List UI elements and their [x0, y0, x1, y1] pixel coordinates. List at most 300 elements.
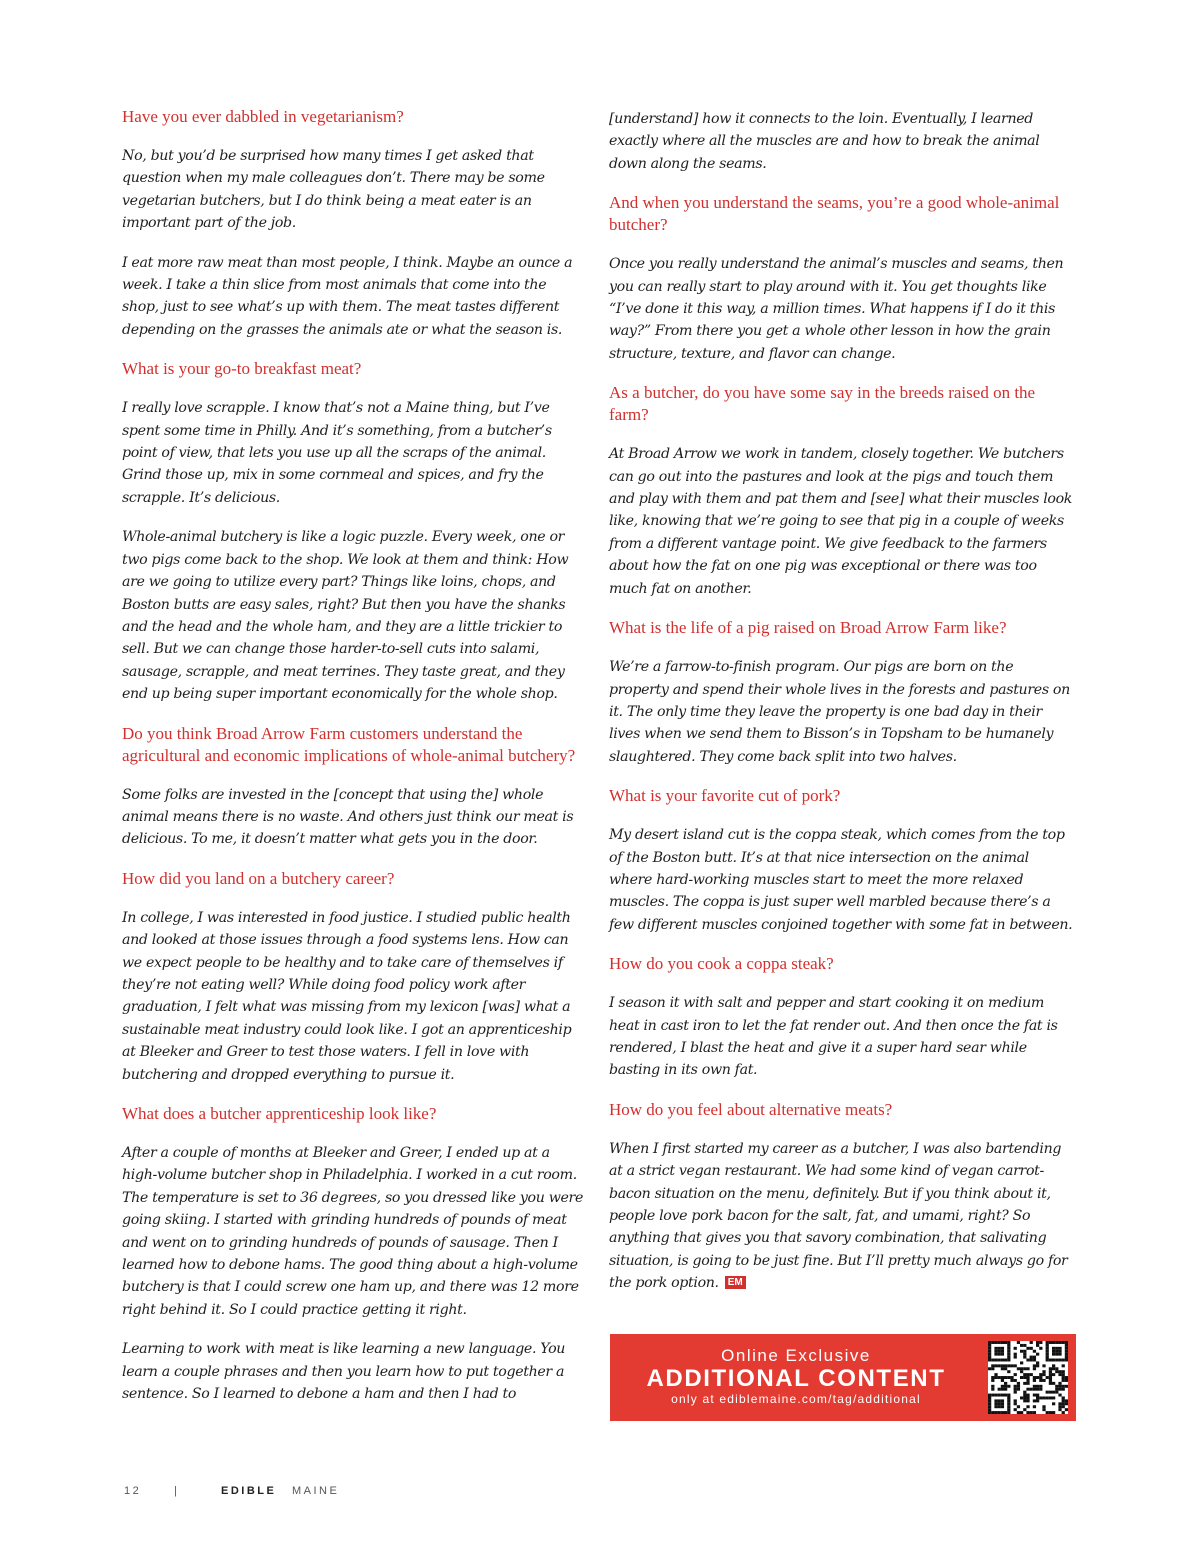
- qr-module: [1014, 1356, 1017, 1359]
- qr-module: [1049, 1391, 1052, 1394]
- qr-module: [1042, 1379, 1045, 1382]
- qr-module: [1004, 1411, 1007, 1414]
- qr-module: [1046, 1391, 1049, 1394]
- qr-module: [1036, 1353, 1039, 1356]
- qr-module: [1046, 1376, 1049, 1379]
- qr-module: [1001, 1402, 1004, 1405]
- qr-module: [1004, 1385, 1007, 1388]
- qr-module: [1030, 1347, 1033, 1350]
- qr-module: [1017, 1411, 1020, 1414]
- question-heading: [122, 106, 584, 128]
- end-mark-icon: EM: [725, 1276, 746, 1289]
- qr-module: [1020, 1350, 1023, 1353]
- qr-module: [1001, 1411, 1004, 1414]
- answer-paragraph: [609, 656, 1074, 768]
- qr-module: [988, 1367, 991, 1370]
- qr-module: [1055, 1341, 1058, 1344]
- qr-module: [1007, 1359, 1010, 1362]
- paragraph-text: What is the life of a pig raised on Broad Arrow Farm like?: [609, 618, 1007, 638]
- qr-module: [1052, 1367, 1055, 1370]
- qr-module: [998, 1347, 1001, 1350]
- question-heading: [122, 1103, 584, 1125]
- question-heading: [122, 358, 584, 380]
- qr-module: [1042, 1396, 1045, 1399]
- qr-module: [1058, 1347, 1061, 1350]
- qr-module: [991, 1364, 994, 1367]
- qr-module: [1065, 1344, 1068, 1347]
- qr-module: [1039, 1373, 1042, 1376]
- question-heading: [122, 868, 584, 890]
- qr-module: [988, 1341, 991, 1344]
- qr-module: [1033, 1356, 1036, 1359]
- qr-module: [1033, 1367, 1036, 1370]
- qr-module: [1058, 1350, 1061, 1353]
- qr-module: [1020, 1361, 1023, 1364]
- qr-module: [1007, 1353, 1010, 1356]
- qr-module: [1007, 1399, 1010, 1402]
- qr-module: [991, 1376, 994, 1379]
- qr-module: [991, 1359, 994, 1362]
- qr-module: [1058, 1388, 1061, 1391]
- answer-paragraph: [122, 1142, 584, 1321]
- qr-module: [1007, 1370, 1010, 1373]
- qr-module: [1039, 1385, 1042, 1388]
- qr-module: [1036, 1341, 1039, 1344]
- qr-module: [1023, 1373, 1026, 1376]
- answer-paragraph: [122, 397, 584, 509]
- qr-module: [1058, 1402, 1061, 1405]
- qr-module: [998, 1411, 1001, 1414]
- qr-module: [1058, 1385, 1061, 1388]
- qr-module: [991, 1385, 994, 1388]
- answer-paragraph: [122, 1338, 584, 1405]
- qr-module: [1033, 1405, 1036, 1408]
- qr-module: [1052, 1347, 1055, 1350]
- qr-module: [1020, 1396, 1023, 1399]
- answer-paragraph: [122, 526, 584, 705]
- qr-module: [988, 1399, 991, 1402]
- qr-module: [1049, 1373, 1052, 1376]
- paragraph-text: No, but you’d be surprised how many times I get asked that question when my male colleagues don’t. There may be some vegetarian butchers, but I do think being a meat eater is an important part of the job.: [122, 148, 545, 232]
- qr-module: [1007, 1396, 1010, 1399]
- qr-module: [1026, 1396, 1029, 1399]
- qr-module: [1039, 1347, 1042, 1350]
- paragraph-text: We’re a farrow-to-finish program. Our pigs are born on the property and spend their whole lives in the forests and pastures on it. The only time they leave the property is one bad day in their lives when we send them to Bisson’s in Topsham to be humanely slaughtered. They come back split into two halves.: [609, 659, 1070, 765]
- answer-paragraph: [122, 907, 584, 1086]
- qr-module: [1062, 1379, 1065, 1382]
- qr-module: [1020, 1411, 1023, 1414]
- paragraph-text: How do you feel about alternative meats?: [609, 1099, 893, 1119]
- footer-separator: |: [174, 1485, 180, 1497]
- qr-module: [1052, 1364, 1055, 1367]
- qr-module: [1039, 1388, 1042, 1391]
- qr-module: [1065, 1385, 1068, 1388]
- qr-module: [1042, 1364, 1045, 1367]
- qr-module: [1033, 1376, 1036, 1379]
- answer-paragraph: [122, 784, 584, 851]
- qr-module: [1046, 1344, 1049, 1347]
- qr-module: [1017, 1385, 1020, 1388]
- qr-module: [1014, 1391, 1017, 1394]
- qr-module: [988, 1359, 991, 1362]
- qr-module: [1055, 1370, 1058, 1373]
- qr-module: [998, 1350, 1001, 1353]
- qr-module: [1007, 1364, 1010, 1367]
- qr-module: [1055, 1388, 1058, 1391]
- qr-module: [1033, 1394, 1036, 1397]
- paragraph-text: Some folks are invested in the [concept that using the] whole animal means there is no waste. And others just think our meat is delicious. To me, it doesn’t matter what gets you in the door.: [122, 786, 574, 848]
- qr-module: [1026, 1376, 1029, 1379]
- qr-module: [1039, 1341, 1042, 1344]
- qr-module: [1026, 1394, 1029, 1397]
- qr-module: [1065, 1379, 1068, 1382]
- qr-module: [1004, 1341, 1007, 1344]
- qr-module: [1026, 1379, 1029, 1382]
- qr-module: [994, 1347, 997, 1350]
- qr-module: [994, 1373, 997, 1376]
- qr-module: [1014, 1388, 1017, 1391]
- qr-module: [1007, 1411, 1010, 1414]
- answer-paragraph: [122, 252, 584, 342]
- qr-module: [1039, 1376, 1042, 1379]
- qr-module: [1026, 1359, 1029, 1362]
- qr-module: [1001, 1394, 1004, 1397]
- qr-module: [1017, 1341, 1020, 1344]
- qr-module: [1023, 1344, 1026, 1347]
- question-heading: [609, 617, 1074, 639]
- qr-module: [1036, 1399, 1039, 1402]
- qr-module: [1052, 1353, 1055, 1356]
- qr-module: [1049, 1411, 1052, 1414]
- qr-module: [1049, 1370, 1052, 1373]
- qr-module: [1058, 1394, 1061, 1397]
- qr-module: [1001, 1405, 1004, 1408]
- qr-module: [994, 1353, 997, 1356]
- qr-module: [994, 1376, 997, 1379]
- question-heading: [122, 723, 584, 767]
- qr-module: [998, 1394, 1001, 1397]
- qr-module: [1052, 1411, 1055, 1414]
- qr-module: [1052, 1396, 1055, 1399]
- paragraph-text: Have you ever dabbled in vegetarianism?: [122, 107, 404, 126]
- qr-module: [1026, 1411, 1029, 1414]
- qr-module: [1010, 1364, 1013, 1367]
- paragraph-text: What does a butcher apprenticeship look like?: [122, 1104, 437, 1123]
- paragraph-text: In college, I was interested in food justice. I studied public health and looked at those issues through a food systems lens. How can we expect people to be healthy and to take care of themselves if they’re not eating well? While doing food policy work after graduation, I felt what was missing from my lexicon [was] what a sustainable meat industry could look like. I got an apprenticeship at Bleeker and Greer to test those waters. I fell in love with butchering and dropped everything to pursue it.: [122, 909, 572, 1083]
- qr-module: [1052, 1359, 1055, 1362]
- qr-module: [1001, 1379, 1004, 1382]
- paragraph-text: How did you land on a butchery career?: [122, 868, 395, 888]
- qr-module: [1033, 1379, 1036, 1382]
- qr-module: [1058, 1405, 1061, 1408]
- qr-module: [1065, 1341, 1068, 1344]
- qr-module: [1046, 1396, 1049, 1399]
- additional-content-banner[interactable]: [610, 1334, 1076, 1421]
- answer-paragraph: [609, 1138, 1074, 1295]
- qr-module: [1026, 1367, 1029, 1370]
- qr-module: [1062, 1364, 1065, 1367]
- qr-module: [1046, 1356, 1049, 1359]
- qr-module: [988, 1408, 991, 1411]
- qr-module: [991, 1411, 994, 1414]
- qr-module: [1055, 1350, 1058, 1353]
- qr-module: [1030, 1341, 1033, 1344]
- qr-module: [1049, 1359, 1052, 1362]
- qr-module: [1036, 1344, 1039, 1347]
- qr-module: [1065, 1399, 1068, 1402]
- qr-module: [1004, 1376, 1007, 1379]
- qr-module: [1062, 1402, 1065, 1405]
- qr-module: [1062, 1376, 1065, 1379]
- answer-paragraph: [609, 108, 1074, 175]
- banner-headline: ADDITIONAL CONTENT: [646, 1365, 946, 1392]
- qr-module: [1026, 1382, 1029, 1385]
- brand-maine: MAINE: [292, 1485, 340, 1497]
- qr-module: [998, 1376, 1001, 1379]
- qr-module: [1020, 1344, 1023, 1347]
- answer-paragraph: [609, 443, 1074, 600]
- qr-module: [1062, 1411, 1065, 1414]
- answer-paragraph: [609, 824, 1074, 936]
- qr-module: [1036, 1376, 1039, 1379]
- qr-module: [1036, 1394, 1039, 1397]
- qr-module: [1042, 1370, 1045, 1373]
- qr-module: [1004, 1388, 1007, 1391]
- qr-module: [1055, 1385, 1058, 1388]
- qr-module: [1007, 1350, 1010, 1353]
- qr-module: [1062, 1385, 1065, 1388]
- qr-module: [1042, 1408, 1045, 1411]
- qr-module: [1046, 1350, 1049, 1353]
- qr-module: [1049, 1376, 1052, 1379]
- qr-module: [1001, 1364, 1004, 1367]
- qr-code-icon[interactable]: [988, 1341, 1068, 1414]
- qr-module: [1030, 1356, 1033, 1359]
- qr-module: [1023, 1353, 1026, 1356]
- qr-module: [994, 1411, 997, 1414]
- qr-module: [1007, 1356, 1010, 1359]
- qr-module: [1007, 1344, 1010, 1347]
- qr-module: [1062, 1396, 1065, 1399]
- qr-module: [1065, 1376, 1068, 1379]
- qr-module: [1014, 1385, 1017, 1388]
- qr-module: [1017, 1367, 1020, 1370]
- qr-module: [1052, 1373, 1055, 1376]
- paragraph-text: Once you really understand the animal’s muscles and seams, then you can really start to play around with it. You get thoughts like “I’ve done it this way, a million times. What happens if I do it this way?” From there you get a whole other lesson in how the grain structure, texture, and flavor can change.: [609, 256, 1064, 362]
- qr-module: [1065, 1350, 1068, 1353]
- qr-module: [1030, 1388, 1033, 1391]
- qr-module: [998, 1405, 1001, 1408]
- qr-module: [1020, 1370, 1023, 1373]
- qr-module: [1062, 1359, 1065, 1362]
- qr-module: [1014, 1353, 1017, 1356]
- paragraph-text: What is your go-to breakfast meat?: [122, 359, 362, 379]
- qr-module: [1023, 1396, 1026, 1399]
- qr-module: [1055, 1359, 1058, 1362]
- qr-module: [1023, 1394, 1026, 1397]
- qr-module: [1017, 1388, 1020, 1391]
- qr-module: [1007, 1394, 1010, 1397]
- qr-module: [1062, 1388, 1065, 1391]
- qr-module: [994, 1364, 997, 1367]
- qr-module: [1055, 1353, 1058, 1356]
- qr-module: [1062, 1373, 1065, 1376]
- right-column: [609, 108, 1074, 1312]
- qr-module: [1065, 1347, 1068, 1350]
- paragraph-text: Whole-animal butchery is like a logic puzzle. Every week, one or two pigs come back to the shop. We look at them and think: How are we going to utilize every part? Things like loins, chops, and Boston butts are easy sales, right? But then you have the shanks and the head and the whole ham, and they are a little trickier to sell. But we can change those harder-to-sell cuts into salami, sausage, scrapple, and meat terrines. They taste great, and they end up being super important economically for the whole shop.: [122, 529, 569, 703]
- qr-module: [1030, 1411, 1033, 1414]
- qr-module: [1001, 1359, 1004, 1362]
- qr-module: [1036, 1396, 1039, 1399]
- qr-module: [998, 1388, 1001, 1391]
- qr-module: [1023, 1408, 1026, 1411]
- qr-module: [998, 1341, 1001, 1344]
- question-heading: [609, 192, 1074, 236]
- qr-module: [1023, 1382, 1026, 1385]
- qr-module: [998, 1399, 1001, 1402]
- qr-module: [1001, 1385, 1004, 1388]
- qr-module: [1004, 1367, 1007, 1370]
- qr-module: [1023, 1356, 1026, 1359]
- qr-module: [1052, 1382, 1055, 1385]
- qr-module: [1023, 1376, 1026, 1379]
- qr-module: [994, 1341, 997, 1344]
- qr-module: [1023, 1350, 1026, 1353]
- qr-module: [1014, 1364, 1017, 1367]
- qr-module: [1058, 1359, 1061, 1362]
- qr-module: [988, 1356, 991, 1359]
- paragraph-text: And when you understand the seams, you’re a good whole-animal butcher?: [609, 193, 1060, 235]
- qr-module: [988, 1344, 991, 1347]
- qr-module: [998, 1359, 1001, 1362]
- qr-module: [1052, 1350, 1055, 1353]
- qr-module: [1046, 1353, 1049, 1356]
- paragraph-text: At Broad Arrow we work in tandem, closely together. We butchers can go out into the pastures and look at the pigs and touch them and play with them and pat them and [see] what their muscles look like, knowing that we’re going to see that pig in a couple of weeks from a different vantage point. We give feedback to the farmers about how the fat on one pig was exceptional or there was too much fat on another.: [609, 446, 1073, 597]
- qr-module: [1014, 1347, 1017, 1350]
- qr-module: [1033, 1388, 1036, 1391]
- qr-module: [1001, 1347, 1004, 1350]
- brand-edible: EDIBLE: [221, 1485, 277, 1497]
- qr-module: [1042, 1405, 1045, 1408]
- qr-module: [994, 1359, 997, 1362]
- qr-module: [1039, 1396, 1042, 1399]
- qr-module: [988, 1347, 991, 1350]
- qr-module: [1049, 1382, 1052, 1385]
- paragraph-text: As a butcher, do you have some say in the breeds raised on the farm?: [609, 383, 1036, 425]
- qr-module: [988, 1411, 991, 1414]
- qr-module: [1014, 1402, 1017, 1405]
- qr-module: [994, 1402, 997, 1405]
- paragraph-text: After a couple of months at Bleeker and Greer, I ended up at a high-volume butcher shop in Philadelphia. I worked in a cut room. The temperature is set to 36 degrees, so you dressed like you were going skiing. I started with grinding hundreds of pounds of meat and went on to grinding hundreds of pounds of sausage. Then I learned how to debone hams. The good thing about a high-volume butchery is that I could screw one ham up, and there was 12 more right behind it. So I could practice getting it right.: [122, 1145, 584, 1318]
- qr-module: [1058, 1382, 1061, 1385]
- qr-module: [1020, 1376, 1023, 1379]
- qr-module: [1014, 1373, 1017, 1376]
- qr-module: [1007, 1347, 1010, 1350]
- qr-module: [1001, 1388, 1004, 1391]
- qr-module: [1004, 1359, 1007, 1362]
- qr-module: [1033, 1359, 1036, 1362]
- qr-module: [1052, 1341, 1055, 1344]
- answer-paragraph: [609, 992, 1074, 1082]
- qr-module: [1004, 1364, 1007, 1367]
- paragraph-text: How do you cook a coppa steak?: [609, 954, 834, 974]
- answer-paragraph: [122, 145, 584, 235]
- question-heading: [609, 1099, 1074, 1121]
- qr-module: [1026, 1399, 1029, 1402]
- page-number: 12: [124, 1485, 142, 1497]
- qr-module: [991, 1394, 994, 1397]
- qr-module: [1058, 1373, 1061, 1376]
- qr-module: [1049, 1379, 1052, 1382]
- qr-module: [1065, 1408, 1068, 1411]
- qr-module: [1052, 1402, 1055, 1405]
- qr-module: [1026, 1405, 1029, 1408]
- qr-module: [1010, 1376, 1013, 1379]
- qr-module: [1007, 1408, 1010, 1411]
- qr-module: [1065, 1353, 1068, 1356]
- left-column: [122, 106, 584, 1422]
- qr-module: [994, 1405, 997, 1408]
- paragraph-text: What is your favorite cut of pork?: [609, 786, 841, 806]
- qr-module: [1023, 1399, 1026, 1402]
- qr-module: [988, 1402, 991, 1405]
- qr-module: [1023, 1391, 1026, 1394]
- qr-module: [1004, 1394, 1007, 1397]
- qr-module: [1033, 1385, 1036, 1388]
- qr-module: [1058, 1353, 1061, 1356]
- qr-module: [988, 1394, 991, 1397]
- qr-module: [1017, 1405, 1020, 1408]
- paragraph-text: I really love scrapple. I know that’s not a Maine thing, but I’ve spent some time in Philly. And it’s something, from a butcher’s point of view, that lets you use up all the scraps of the animal. Grind those up, mix in some cornmeal and spices, and fry the scrapple. It’s delicious.: [122, 400, 552, 506]
- qr-module: [1046, 1359, 1049, 1362]
- qr-module: [991, 1379, 994, 1382]
- qr-module: [1036, 1385, 1039, 1388]
- qr-module: [1046, 1411, 1049, 1414]
- qr-module: [988, 1353, 991, 1356]
- qr-module: [991, 1367, 994, 1370]
- banner-url[interactable]: only at ediblemaine.com/tag/additional: [671, 1392, 921, 1406]
- qr-module: [998, 1353, 1001, 1356]
- banner-text: [610, 1334, 982, 1421]
- qr-module: [1033, 1399, 1036, 1402]
- question-heading: [609, 953, 1074, 975]
- qr-module: [1065, 1402, 1068, 1405]
- qr-module: [1001, 1350, 1004, 1353]
- qr-module: [1058, 1370, 1061, 1373]
- qr-module: [1001, 1341, 1004, 1344]
- qr-module: [1062, 1341, 1065, 1344]
- paragraph-text: Do you think Broad Arrow Farm customers understand the agricultural and economic implications of whole-animal butchery?: [122, 723, 576, 765]
- qr-module: [1046, 1341, 1049, 1344]
- qr-module: [1036, 1361, 1039, 1364]
- qr-module: [991, 1388, 994, 1391]
- paragraph-text: [understand] how it connects to the loin. Eventually, I learned exactly where all the muscles are and how to break the animal down along the seams.: [609, 111, 1040, 172]
- qr-module: [1026, 1347, 1029, 1350]
- qr-module: [1058, 1408, 1061, 1411]
- qr-module: [991, 1341, 994, 1344]
- qr-module: [1014, 1408, 1017, 1411]
- qr-module: [1065, 1356, 1068, 1359]
- qr-module: [988, 1405, 991, 1408]
- qr-module: [1026, 1388, 1029, 1391]
- qr-module: [994, 1394, 997, 1397]
- qr-module: [1049, 1367, 1052, 1370]
- paragraph-text: My desert island cut is the coppa steak, which comes from the top of the Boston butt. It’s at that nice intersection on the animal where hard-working muscles start to meet the more relaxed muscles. The coppa is just super well marbled because there’s a few different muscles conjoined together with some fat in between.: [609, 827, 1073, 933]
- qr-module: [1017, 1382, 1020, 1385]
- qr-module: [1007, 1402, 1010, 1405]
- qr-module: [1055, 1391, 1058, 1394]
- qr-module: [1033, 1350, 1036, 1353]
